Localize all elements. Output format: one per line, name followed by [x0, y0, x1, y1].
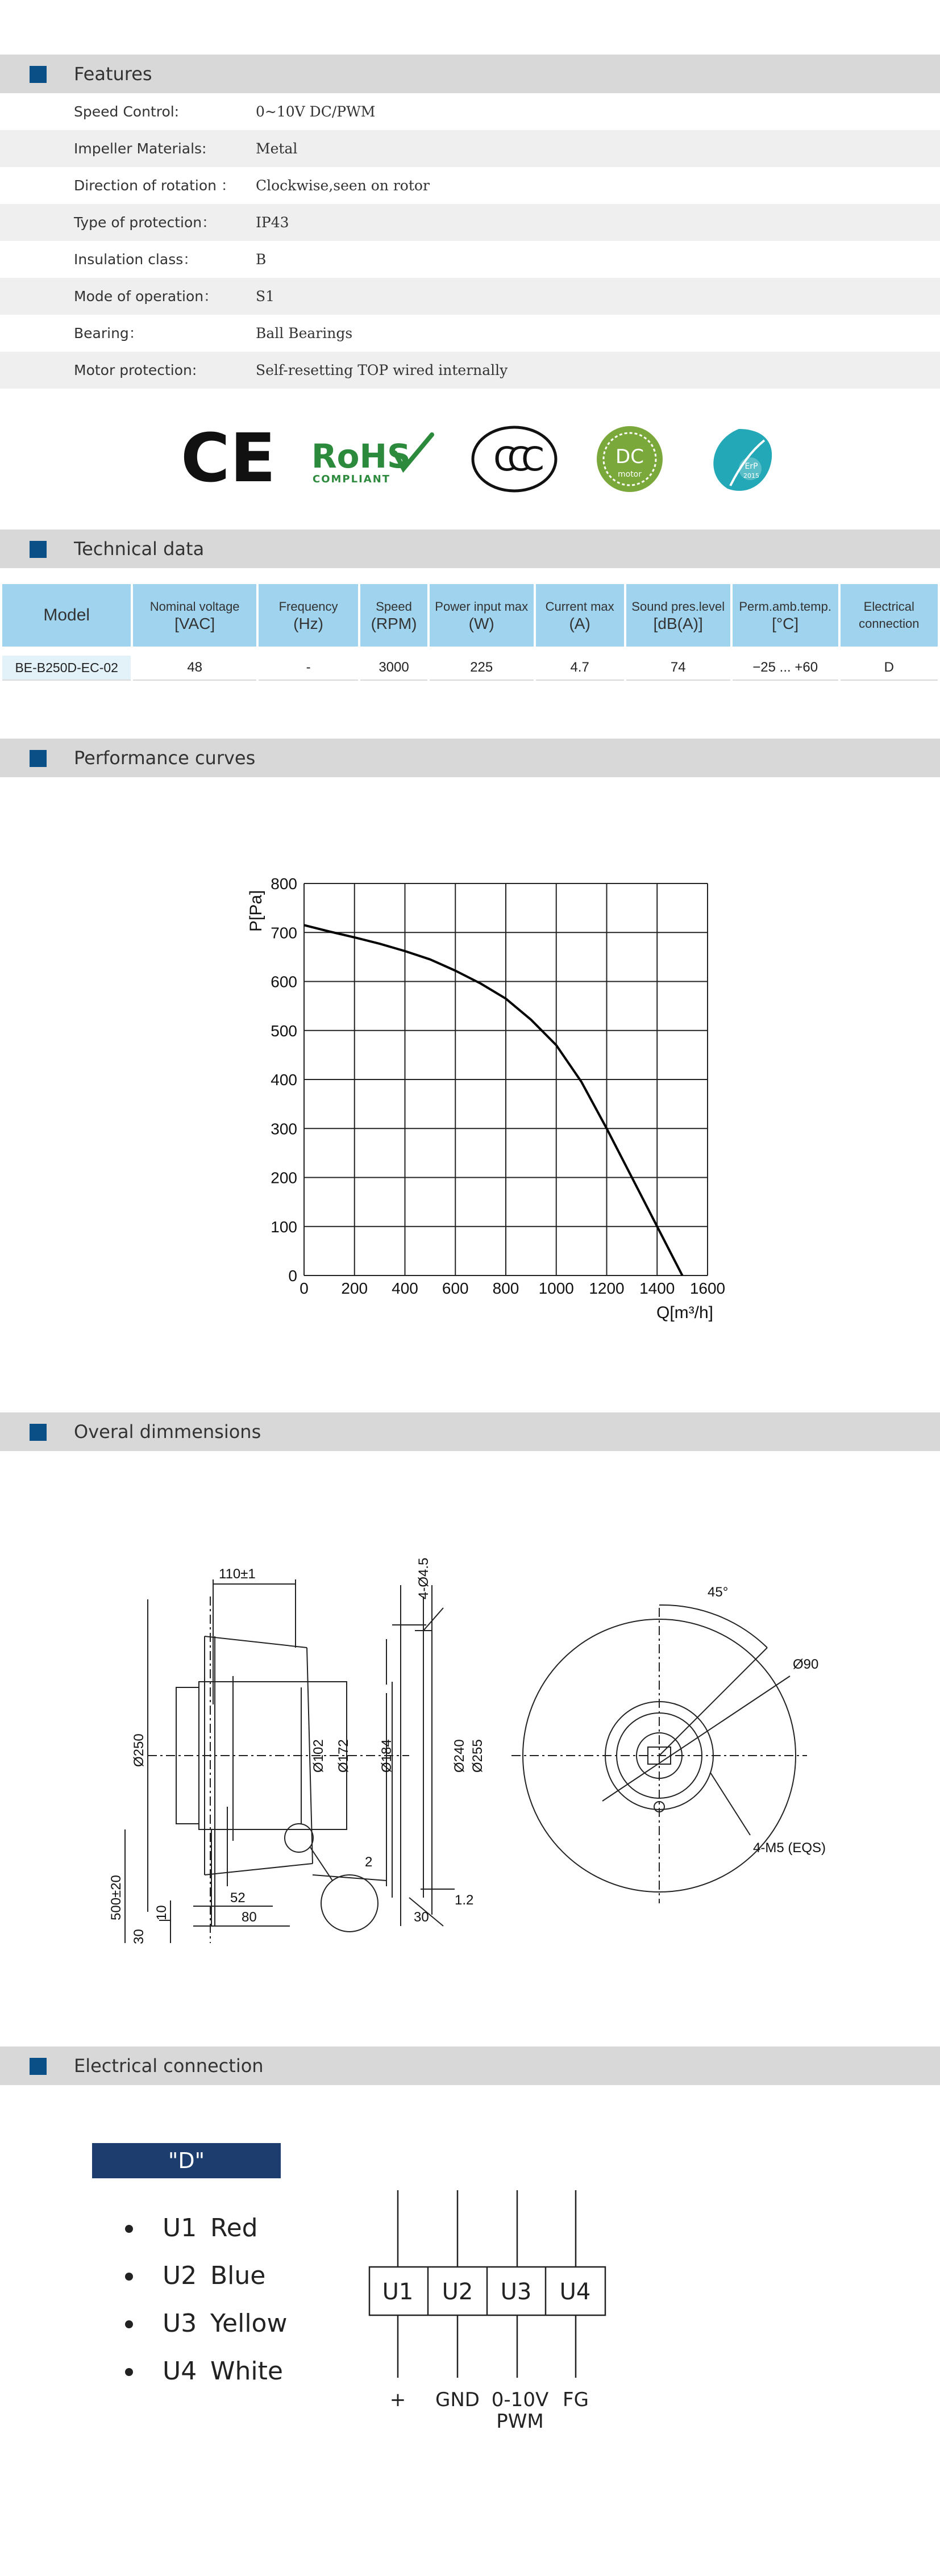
terminal-label: U1 [382, 2279, 414, 2305]
dimension-label: Ø184 [379, 1739, 394, 1773]
table-cell: 3000 [360, 656, 427, 681]
feature-label: Insulation class： [74, 251, 198, 268]
performance-chart [216, 852, 756, 1335]
section-marker [30, 1424, 47, 1441]
dimension-label: 500±20 [109, 1875, 124, 1920]
signal-label: + [389, 2389, 406, 2411]
y-tick-label: 500 [271, 1022, 297, 1040]
y-tick-label: 800 [271, 875, 297, 893]
feature-label: Direction of rotation ： [74, 177, 235, 194]
table-cell: 225 [430, 656, 534, 681]
y-tick-label: 200 [271, 1169, 297, 1187]
bullet-icon [125, 2368, 133, 2376]
table-row [2, 656, 938, 681]
dimension-label: 52 [230, 1890, 246, 1906]
x-tick-label: 1000 [538, 1279, 574, 1297]
dimension-label: 30 [131, 1929, 147, 1944]
table-cell: - [259, 656, 358, 681]
dimension-label: 1.2 [455, 1893, 474, 1908]
feature-value: IP43 [256, 214, 289, 231]
x-tick-label: 0 [300, 1279, 309, 1297]
table-cell: 48 [133, 656, 256, 681]
x-tick-label: 1600 [689, 1279, 726, 1297]
feature-value: Ball Bearings [256, 325, 353, 341]
section-title: Technical data [74, 538, 205, 560]
dimension-label: 4-Ø4.5 [416, 1557, 431, 1599]
svg-text:motor: motor [617, 470, 642, 479]
list-item: U3 Yellow [125, 2300, 287, 2348]
table-cell: 74 [626, 656, 730, 681]
feature-value: Metal [256, 140, 298, 157]
erp-logo-icon [713, 429, 772, 491]
column-header: Sound pres.level [dB(A)] [626, 584, 730, 647]
signal-label: 0-10V [491, 2389, 549, 2411]
dc-motor-logo-icon [597, 426, 663, 492]
dimension-label: Ø240 [452, 1739, 467, 1773]
section-marker [30, 541, 47, 558]
list-item: U1 Red [125, 2204, 287, 2252]
feature-value: 0~10V DC/PWM [256, 103, 376, 120]
dimension-label: 4-M5 (EQS) [753, 1840, 826, 1856]
table-header-row [2, 584, 938, 647]
connection-type-label: "D" [92, 2143, 281, 2178]
dimension-label: Ø172 [336, 1739, 351, 1773]
section-header-electrical [0, 2046, 940, 2085]
feature-label: Motor protection: [74, 362, 197, 378]
feature-row [0, 93, 940, 130]
column-header: Frequency (Hz) [259, 584, 358, 647]
feature-value: S1 [256, 288, 275, 305]
column-header: Electrical connection [841, 584, 938, 647]
list-item: U4 White [125, 2348, 287, 2395]
section-marker [30, 750, 47, 767]
svg-text:RoHS: RoHS [311, 437, 411, 476]
column-header: Nominal voltage [VAC] [133, 584, 256, 647]
svg-text:COMPLIANT: COMPLIANT [313, 473, 391, 485]
section-title: Electrical connection [74, 2055, 264, 2077]
signal-label: PWM [496, 2410, 544, 2433]
terminal-label: U3 [500, 2279, 532, 2305]
feature-row [0, 204, 940, 241]
table-cell: D [841, 656, 938, 681]
feature-row [0, 241, 940, 278]
dimension-label: Ø90 [793, 1657, 819, 1672]
feature-label: Type of protection： [74, 214, 217, 231]
feature-row [0, 278, 940, 315]
bullet-icon [125, 2273, 133, 2281]
technical-data-table [0, 584, 940, 681]
feature-label: Mode of operation： [74, 288, 218, 305]
y-tick-label: 100 [271, 1218, 297, 1236]
svg-text:CCC: CCC [493, 440, 535, 478]
table-cell: BE-B250D-EC-02 [2, 656, 131, 681]
section-header-dimensions [0, 1412, 940, 1451]
feature-value: B [256, 251, 267, 268]
dimension-label: Ø250 [131, 1733, 147, 1767]
y-tick-label: 700 [271, 924, 297, 942]
signal-label: GND [435, 2389, 480, 2411]
column-header: Model [2, 584, 131, 647]
feature-label: Impeller Materials: [74, 140, 207, 157]
dimension-label: 2 [365, 1854, 373, 1870]
terminal-label: U2 [442, 2279, 473, 2305]
x-tick-label: 600 [442, 1279, 469, 1297]
table-cell: −25 ... +60 [733, 656, 838, 681]
section-header-performance [0, 739, 940, 777]
dimension-label: 110±1 [219, 1566, 256, 1582]
y-tick-label: 0 [288, 1267, 297, 1285]
ce-mark-icon [181, 419, 276, 497]
column-header: Power input max (W) [430, 584, 534, 647]
dimension-label: Ø255 [470, 1739, 485, 1773]
section-title: Features [74, 63, 152, 85]
signal-label: FG [563, 2389, 589, 2411]
feature-row [0, 167, 940, 204]
dimension-label: 30 [414, 1910, 429, 1925]
column-header: Speed (RPM) [360, 584, 427, 647]
dimension-label: Ø102 [311, 1739, 326, 1773]
bullet-icon [125, 2225, 133, 2233]
x-tick-label: 400 [392, 1279, 418, 1297]
svg-text:CE: CE [181, 419, 276, 497]
column-header: Perm.amb.temp. [°C] [733, 584, 838, 647]
y-tick-label: 400 [271, 1071, 297, 1089]
x-tick-label: 1400 [639, 1279, 675, 1297]
terminal-diagram [364, 2190, 619, 2440]
feature-value: Clockwise,seen on rotor [256, 177, 430, 194]
terminal-label: U4 [559, 2279, 591, 2305]
x-tick-label: 200 [341, 1279, 368, 1297]
pressure-curve-line [304, 925, 683, 1276]
y-axis-label: P[Pa] [247, 890, 265, 932]
bullet-icon [125, 2320, 133, 2328]
dimension-label: 45° [708, 1585, 729, 1600]
x-tick-label: 1200 [589, 1279, 625, 1297]
column-header: Current max (A) [536, 584, 624, 647]
section-header-features [0, 55, 940, 93]
certification-logos [176, 418, 779, 497]
feature-row [0, 130, 940, 167]
section-marker [30, 66, 47, 83]
section-title: Performance curves [74, 747, 256, 769]
feature-label: Speed Control: [74, 103, 180, 120]
feature-row [0, 315, 940, 352]
table-cell: 4.7 [536, 656, 624, 681]
svg-text:DC: DC [615, 445, 644, 468]
x-tick-label: 800 [492, 1279, 519, 1297]
y-tick-label: 300 [271, 1120, 297, 1138]
svg-text:2015: 2015 [743, 472, 759, 480]
list-item: U2 Blue [125, 2252, 287, 2300]
ccc-logo-icon [473, 427, 556, 491]
wire-color-list [125, 2204, 287, 2395]
y-tick-label: 600 [271, 973, 297, 991]
feature-row [0, 352, 940, 389]
dimension-label: 10 [154, 1905, 169, 1920]
x-axis-label: Q[m³/h] [656, 1303, 714, 1322]
dimension-drawing [91, 1534, 830, 1954]
section-header-technical [0, 530, 940, 568]
section-marker [30, 2058, 47, 2075]
svg-text:ErP: ErP [744, 462, 758, 471]
feature-value: Self-resetting TOP wired internally [256, 362, 508, 378]
dimension-label: 80 [242, 1910, 257, 1925]
rohs-logo-icon [311, 435, 432, 485]
feature-label: Bearing： [74, 325, 143, 341]
section-title: Overal dimmensions [74, 1421, 261, 1443]
